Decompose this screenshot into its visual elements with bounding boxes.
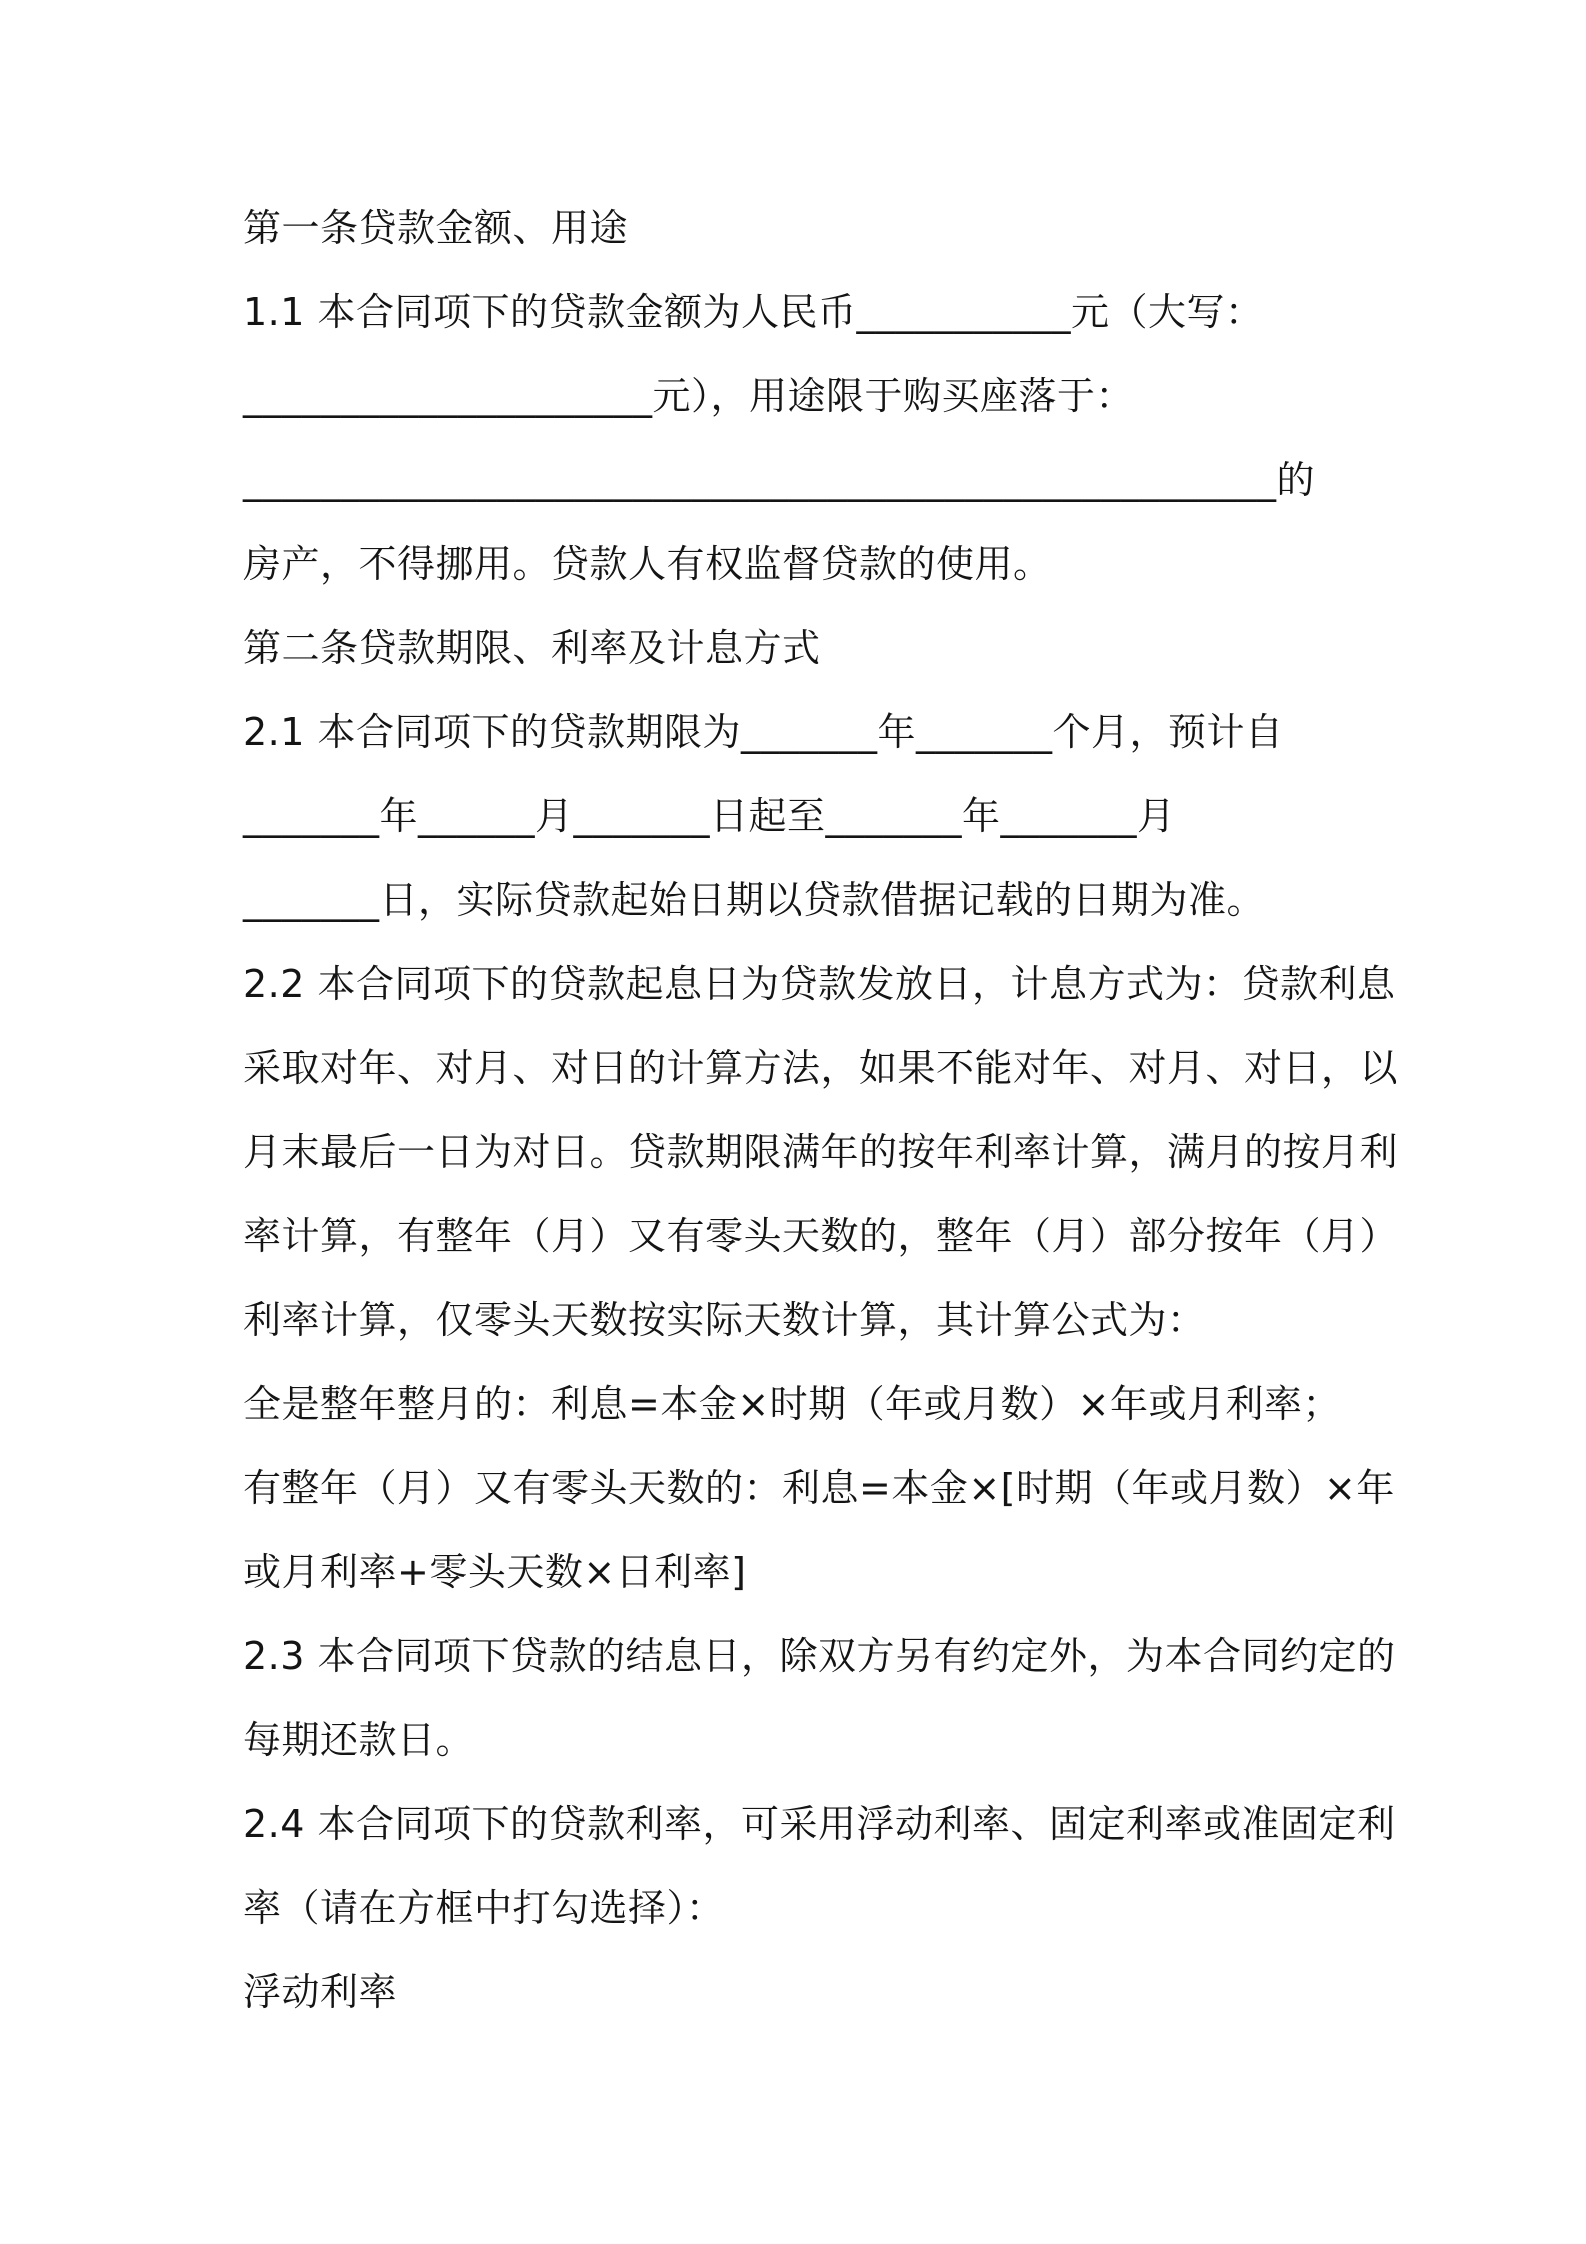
paragraph-line: _____________________________________________________的 [243,458,1316,502]
formula-line: 有整年（月）又有零头天数的：利息=本金×[时期（年或月数）×年 [243,1466,1395,1510]
paragraph-line: 2.2 本合同项下的贷款起息日为贷款发放日，计息方式为：贷款利息 [243,962,1396,1006]
option-label-floating-rate: 浮动利率 [243,1970,398,2014]
paragraph-line: _____________________元），用途限于购买座落于： [243,374,1135,418]
paragraph-line: _______日，实际贷款起始日期以贷款借据记载的日期为准。 [243,878,1266,922]
paragraph-line: 每期还款日。 [243,1718,475,1762]
paragraph-line: _______年______月_______日起至_______年_______月 [243,794,1176,838]
paragraph-line: 1.1 本合同项下的贷款金额为人民币___________元（大写： [243,290,1264,334]
paragraph-line: 利率计算，仅零头天数按实际天数计算，其计算公式为： [243,1298,1206,1342]
paragraph-line: 月末最后一日为对日。贷款期限满年的按年利率计算，满月的按月利 [243,1130,1399,1174]
section-heading-2: 第二条贷款期限、利率及计息方式 [243,626,821,670]
paragraph-line: 率计算，有整年（月）又有零头天数的，整年（月）部分按年（月） [243,1214,1399,1258]
paragraph-line: 率（请在方框中打勾选择）： [243,1886,725,1930]
paragraph-line: 房产，不得挪用。贷款人有权监督贷款的使用。 [243,542,1052,586]
formula-line: 全是整年整月的：利息=本金×时期（年或月数）×年或月利率； [243,1382,1342,1426]
paragraph-line: 2.1 本合同项下的贷款期限为_______年_______个月，预计自 [243,710,1284,754]
paragraph-line: 2.3 本合同项下贷款的结息日，除双方另有约定外，为本合同约定的 [243,1634,1396,1678]
section-heading-1: 第一条贷款金额、用途 [243,206,629,250]
formula-line: 或月利率+零头天数×日利率] [243,1550,747,1594]
paragraph-line: 2.4 本合同项下的贷款利率，可采用浮动利率、固定利率或准固定利 [243,1802,1396,1846]
paragraph-line: 采取对年、对月、对日的计算方法，如果不能对年、对月、对日，以 [243,1046,1399,1090]
